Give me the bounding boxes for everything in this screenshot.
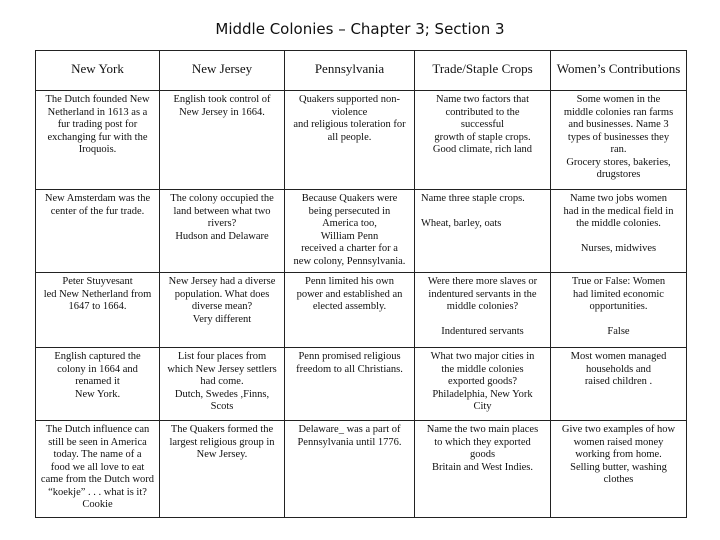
cell-line: Name the two main places [426,424,539,435]
cell-line: growth of staple crops. [434,131,531,143]
cell-women [551,348,687,421]
cell-line: List four places from [177,351,267,362]
cell-line: contributed to the [445,106,520,118]
cell-line: Dutch, Swedes ,Finns, [174,388,270,400]
cell-line: The colony occupied the [170,193,274,204]
cell-line: Most women managed [570,351,667,362]
cell-new-jersey [160,273,285,348]
header-trade: Trade/Staple Crops [415,51,551,91]
cell-line: diverse mean? [191,301,253,312]
cell-line: New Jersey in 1664. [179,106,265,118]
cell-line: had limited economic [573,288,664,300]
cell-line: freedom to all Christians. [296,363,403,375]
cell-new-jersey [160,91,285,190]
table-row [36,190,687,273]
cell-line: power and established an [296,288,403,300]
cell-line: The Quakers formed the [170,424,274,435]
page-title: Middle Colonies – Chapter 3; Section 3 [215,20,505,38]
cell-line: English captured the [54,351,141,362]
cell-line: City [473,401,492,412]
cell-line: being persecuted in [308,205,391,217]
cell-line: drugstores [596,169,641,180]
cell-pennsylvania [285,190,415,273]
cell-women [551,421,687,518]
cell-line: and businesses. Name 3 [568,119,669,130]
table-row [36,91,687,190]
cell-line: opportunities. [589,301,648,312]
cell-new-york [36,190,160,273]
cell-line: New Jersey. [196,449,248,460]
cell-line: Iroquois. [78,144,117,155]
cell-line: all people. [327,131,372,143]
cell-line: indentured servants in the [428,288,537,300]
cell-line: still be seen in America [48,436,147,448]
cell-line: largest religious group in [169,436,275,448]
cell-line: Cookie [82,499,113,510]
cell-line: center of the fur trade. [50,205,145,217]
cell-line: renamed it [75,376,120,387]
cell-new-york [36,421,160,518]
cell-line: to which they exported [434,436,531,448]
cell-new-jersey [160,421,285,518]
cell-line: households and [585,363,652,375]
cell-line: Some women in the [576,94,661,105]
header-pennsylvania: Pennsylvania [285,51,415,91]
cell-line: middle colonies? [446,301,519,312]
cell-line: English took control of [173,94,271,105]
cell-line: food we all love to eat [50,461,145,473]
cell-line: had in the medical field in [563,205,674,217]
cell-line: The Dutch founded New [45,94,150,105]
cell-line: types of businesses they [567,131,670,143]
cell-line: clothes [603,474,634,485]
cell-line: New York. [74,388,121,400]
cell-line: which New Jersey settlers [167,363,277,375]
cell-women [551,273,687,348]
cell-pennsylvania [285,91,415,190]
cell-line: ran. [610,144,627,155]
cell-line: New Jersey had a diverse [168,276,276,287]
cell-line: new colony, Pennsylvania. [293,255,406,267]
cell-women [551,190,687,273]
cell-line: received a charter for a [301,243,398,254]
cell-line: Britain and West Indies. [431,461,534,473]
cell-line: fur trading post for [57,119,138,130]
cell-line: middle colonies ran farms [563,106,674,118]
cell-line: the middle colonies [441,363,524,375]
cell-line: Were there more slaves or [427,276,538,287]
cell-question: Name three staple crops. [421,193,525,204]
cell-pennsylvania [285,421,415,518]
cell-line: had come. [200,376,244,387]
cell-line: Give two examples of how [561,424,676,435]
cell-line: America too, [322,218,377,229]
cell-trade [415,273,551,348]
cell-trade [415,190,551,273]
cell-line: Hudson and Delaware [175,230,269,242]
cell-line: raised children . [584,376,653,387]
spacer [421,206,548,218]
cell-line: colony in 1664 and [57,363,138,375]
cell-line: Penn limited his own [305,276,394,287]
cell-new-jersey [160,348,285,421]
cell-trade [415,91,551,190]
cell-line: exported goods? [447,376,518,387]
cell-answer: Indentured servants [441,325,524,337]
spacer [553,231,684,243]
cell-new-york [36,348,160,421]
cell-line: Very different [192,313,252,325]
cell-line: land between what two [173,205,271,217]
cell-line: 1647 to 1664. [68,301,127,312]
table-row [36,421,687,518]
cell-line: Peter Stuyvesant [62,276,133,287]
cell-pennsylvania [285,348,415,421]
colonies-table [35,50,687,518]
cell-line: The Dutch influence can [45,424,150,435]
cell-answer: Nurses, midwives [580,242,657,254]
cell-trade [415,421,551,518]
cell-line: Quakers supported non- [299,94,400,105]
cell-answer: False [607,325,630,337]
cell-line: Name two factors that [435,94,529,105]
spacer [417,314,548,326]
cell-line: True or False: Women [571,276,666,287]
cell-line: population. What does [174,288,270,300]
header-women: Women’s Contributions [551,51,687,91]
cell-line: exchanging fur with the [47,131,148,143]
cell-line: New Amsterdam was the [44,193,151,204]
cell-line: Scots [210,401,234,412]
cell-line: women raised money [573,436,664,448]
cell-line: working from home. [575,449,662,460]
cell-line: Philadelphia, New York [432,388,533,400]
header-new-jersey: New Jersey [160,51,285,91]
cell-line: violence [331,106,368,118]
cell-line: elected assembly. [312,301,387,312]
cell-women [551,91,687,190]
cell-new-york [36,273,160,348]
cell-line: Grocery stores, bakeries, [566,156,671,168]
table-row [36,348,687,421]
cell-line: Name two jobs women [569,193,668,204]
cell-line: Selling butter, washing [570,461,667,473]
table-row [36,273,687,348]
cell-line: Penn promised religious [298,351,401,362]
cell-line: rivers? [207,218,237,229]
cell-trade [415,348,551,421]
cell-line: Because Quakers were [301,193,398,204]
header-row [36,51,687,91]
cell-line: “koekje” . . . what is it? [48,486,147,498]
cell-pennsylvania [285,273,415,348]
cell-line: led New Netherland from [43,288,152,300]
header-new-york: New York [36,51,160,91]
cell-line: goods [469,449,496,460]
cell-line: Netherland in 1613 as a [47,106,148,118]
cell-new-jersey [160,190,285,273]
cell-line: the middle colonies. [576,218,661,229]
cell-new-york [36,91,160,190]
cell-line: today. The name of a [53,449,142,460]
spacer [553,314,684,326]
cell-line: Pennsylvania until 1776. [297,436,402,448]
cell-line: and religious toleration for [293,119,406,130]
cell-line: successful [460,119,505,130]
cell-line: William Penn [320,230,379,242]
cell-line: What two major cities in [430,351,535,362]
cell-line: came from the Dutch word [40,474,155,485]
cell-line: Delaware_ was a part of [298,424,401,435]
cell-line: Good climate, rich land [432,144,533,155]
cell-answer: Wheat, barley, oats [421,217,502,229]
